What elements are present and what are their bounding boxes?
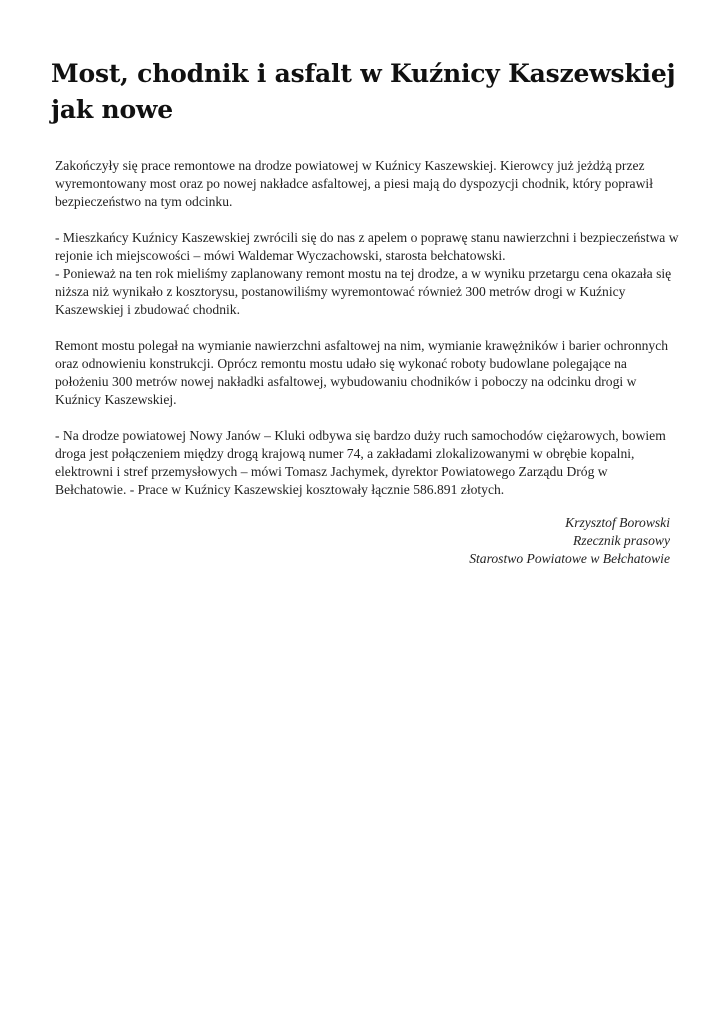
signature-name: Krzysztof Borowski <box>565 515 670 530</box>
article-title: Most, chodnik i asfalt w Kuźnicy Kaszewskiej jak nowe <box>51 59 676 124</box>
signature-organization: Starostwo Powiatowe w Bełchatowie <box>469 551 670 566</box>
paragraph-quote-starosta: - Mieszkańcy Kuźnicy Kaszewskiej zwrócili się do nas z apelem o poprawę stanu nawierzchni i bezpieczeństwa w rejonie ich miejscowości – mówi Waldemar Wyczachowski, starosta bełchatowski. <box>55 230 679 263</box>
paragraph-quote-director: - Na drodze powiatowej Nowy Janów – Kluki odbywa się bardzo duży ruch samochodów ciężarowych, bowiem droga jest połączeniem między drogą krajową numer 74, a zakładami zlokalizowanymi w obrębie kopalni, elektrowni i stref przemysłowych – mówi Tomasz Jachymek, dyrektor Powiatowego Zarządu Dróg w Bełchatowie. - Prace w Kuźnicy Kaszewskiej kosztowały łącznie 586.891 złotych. <box>55 428 666 497</box>
article-body <box>55 157 680 517</box>
paragraph-works-description: Remont mostu polegał na wymianie nawierzchni asfaltowej na nim, wymianie krawężników i barier ochronnych oraz odnowieniu konstrukcji. Oprócz remontu mostu udało się wykonać roboty budowlane polegające na położeniu 300 metrów nowej nakładki asfaltowej, wybudowaniu chodników i poboczy na odcinku drogi w Kuźnicy Kaszewskiej. <box>55 338 669 407</box>
signature-role: Rzecznik prasowy <box>572 533 670 548</box>
paragraph-quote-continued: - Ponieważ na ten rok mieliśmy zaplanowany remont mostu na tej drodze, a w wyniku przetargu cena okazała się niższa niż wynikało z kosztorysu, postanowiliśmy wyremontować również 300 metrów drogi w Kuźnicy Kaszewskiej i zbudować chodnik. <box>55 266 672 317</box>
signature-block <box>270 514 670 568</box>
paragraph-intro: Zakończyły się prace remontowe na drodze powiatowej w Kuźnicy Kaszewskiej. Kierowcy już jeżdżą przez wyremontowany most oraz po nowej nakładce asfaltowej, a piesi mają do dyspozycji chodnik, który poprawił bezpieczeństwo na tym odcinku. <box>55 158 653 209</box>
